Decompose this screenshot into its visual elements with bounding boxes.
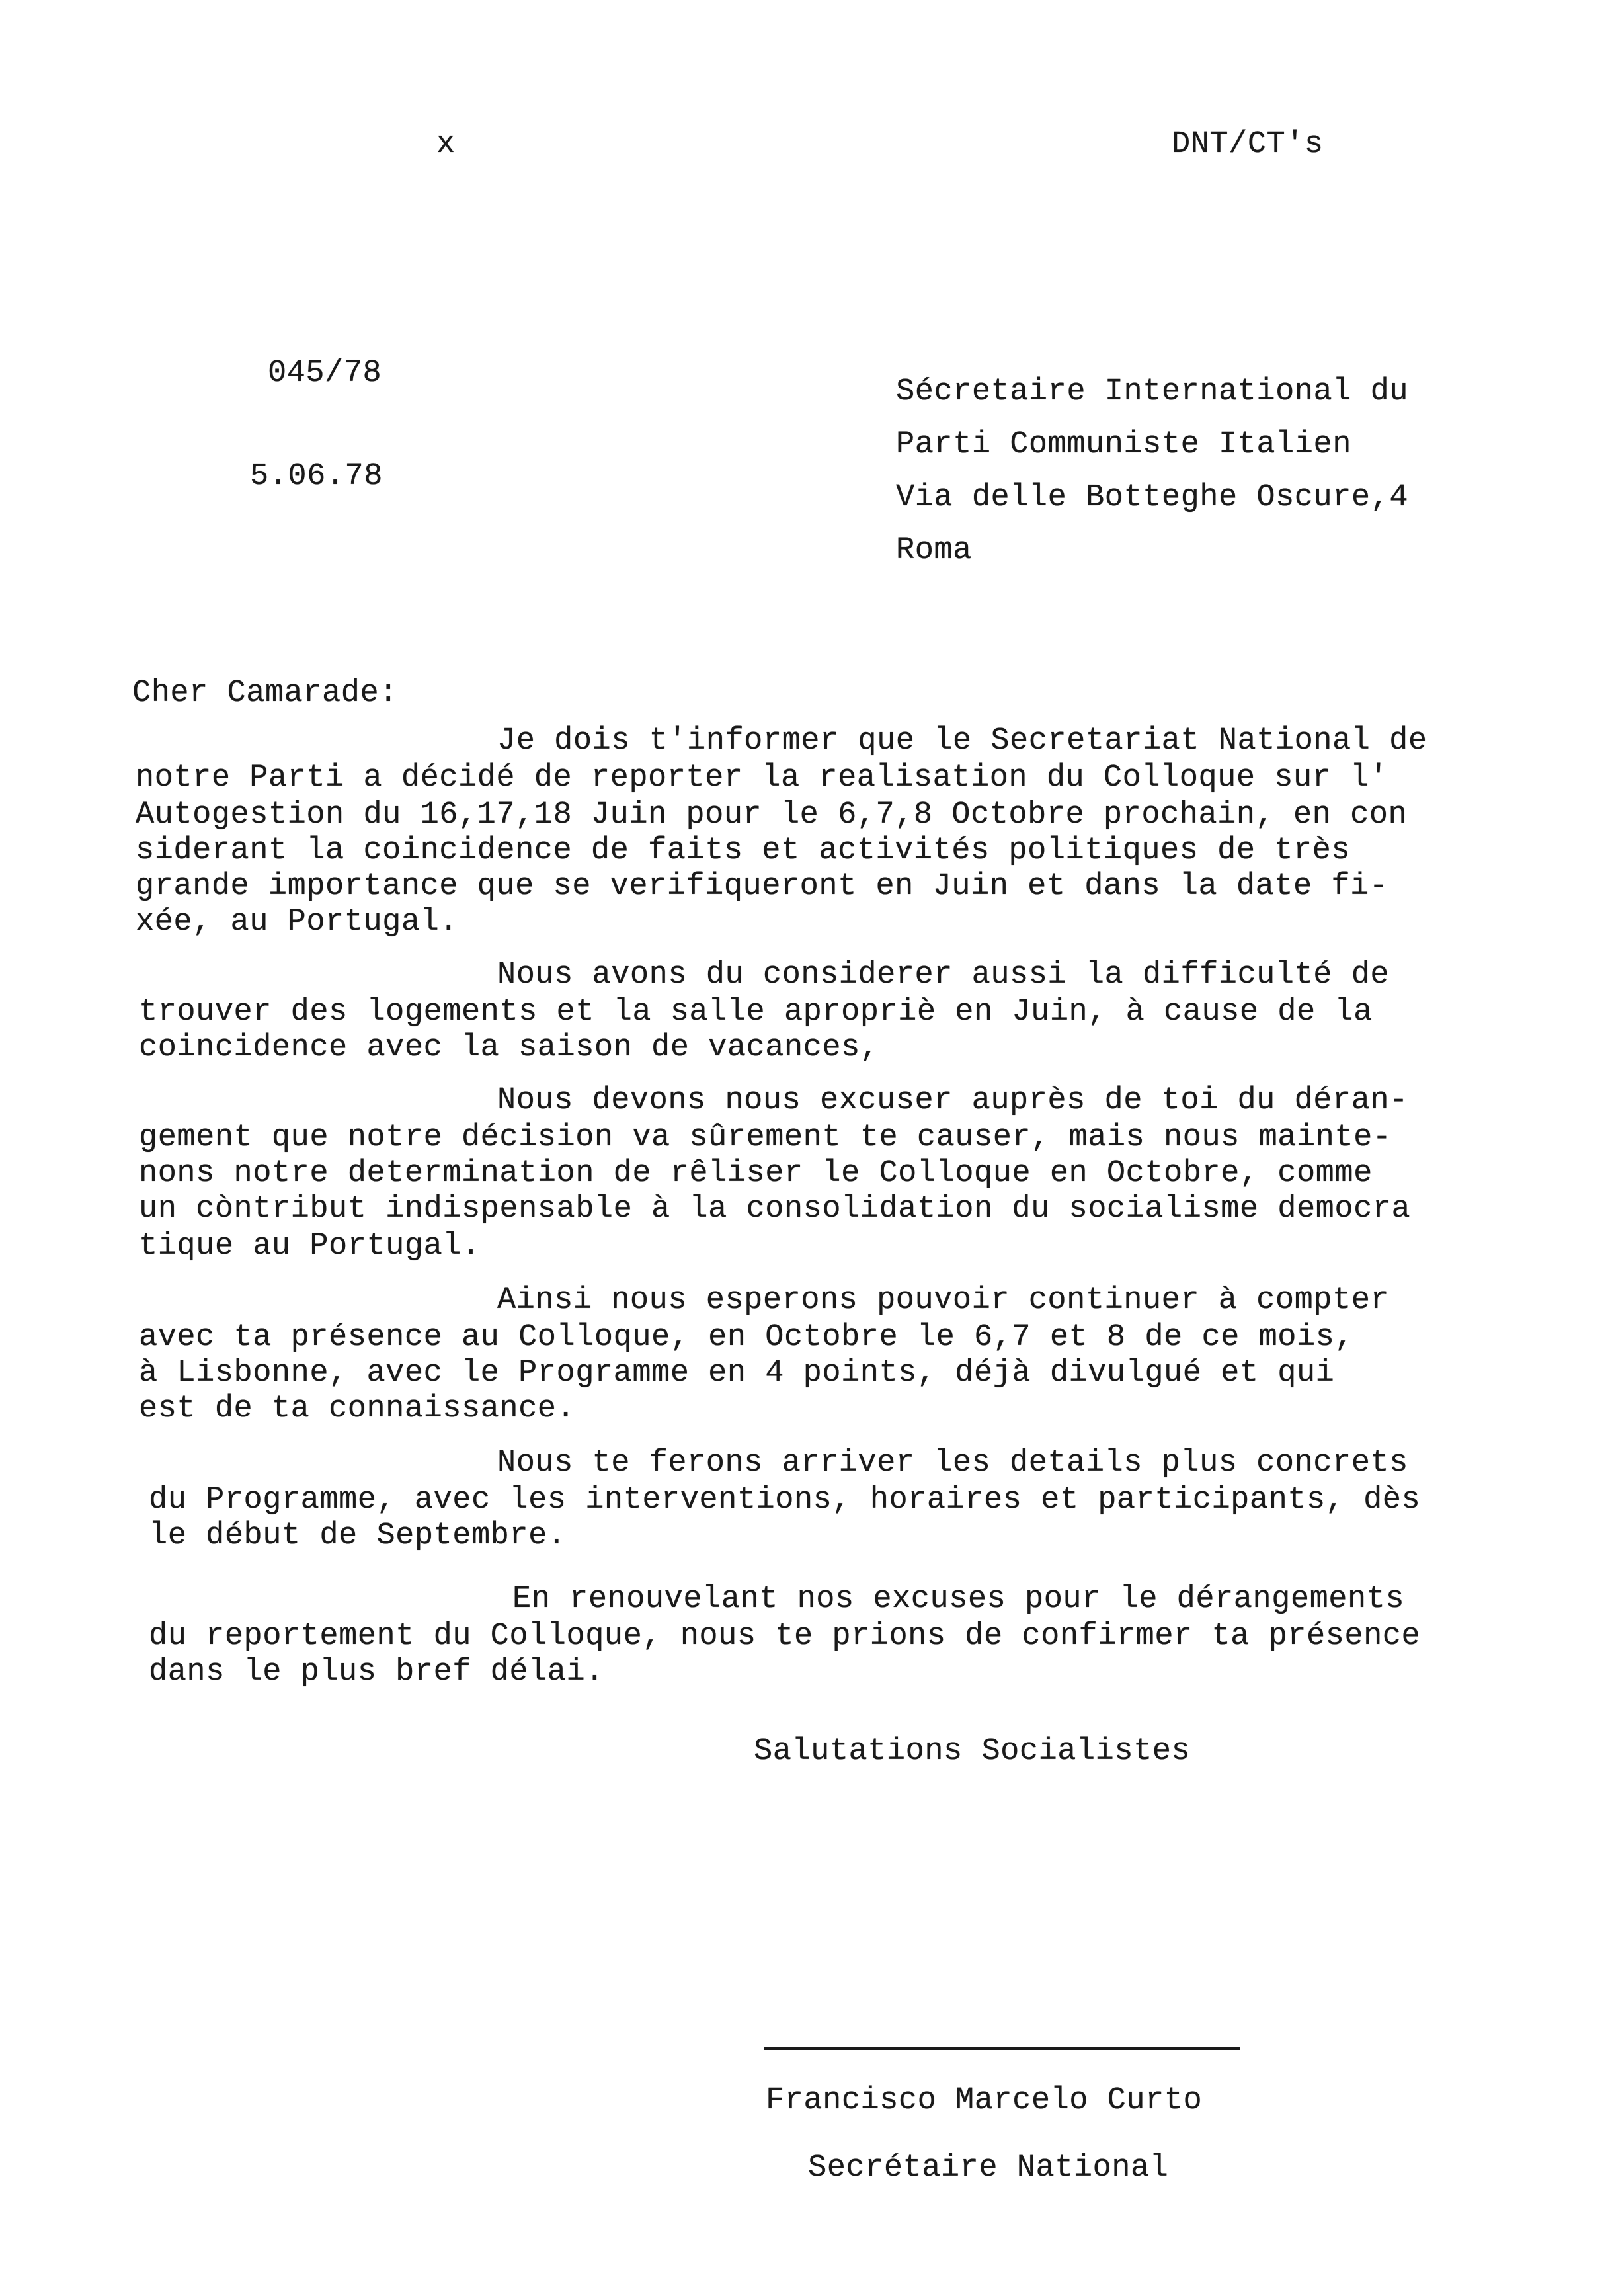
closing-salutation: Salutations Socialistes [754, 1734, 1191, 1769]
paragraph-line: nons notre determination de rêliser le Colloque en Octobre, comme [139, 1156, 1373, 1191]
recipient-line: Parti Communiste Italien [896, 427, 1351, 462]
paragraph-line: du reportement du Colloque, nous te prions de confirmer ta présence [149, 1619, 1421, 1654]
recipient-line: Roma [896, 533, 972, 568]
paragraph-line: le début de Septembre. [149, 1518, 567, 1553]
paragraph-line: coincidence avec la saison de vacances, [139, 1030, 879, 1065]
paragraph-line: dans le plus bref délai. [149, 1655, 604, 1690]
recipient-line: Via delle Botteghe Oscure,4 [896, 480, 1409, 515]
header-reference-code: DNT/CT's [1172, 127, 1324, 162]
reference-number: 045/78 [268, 356, 382, 391]
paragraph-line: est de ta connaissance. [139, 1391, 576, 1426]
paragraph-line: Nous avons du considerer aussi la difficulté de [497, 958, 1390, 993]
paragraph-line: En renouvelant nos excuses pour le dérangements [512, 1582, 1405, 1617]
paragraph-line: notre Parti a décidé de reporter la realisation du Colloque sur l' [136, 760, 1388, 796]
header-left-mark: x [436, 127, 456, 162]
paragraph-line: un còntribut indispensable à la consolidation du socialisme democra [139, 1192, 1411, 1227]
recipient-line: Sécretaire International du [896, 374, 1409, 409]
paragraph-line: Ainsi nous esperons pouvoir continuer à compter [497, 1283, 1390, 1318]
paragraph-line: avec ta présence au Colloque, en Octobre le 6,7 et 8 de ce mois, [139, 1320, 1354, 1355]
paragraph-line: Nous devons nous excuser auprès de toi du déran- [497, 1083, 1408, 1118]
signatory-name: Francisco Marcelo Curto [766, 2083, 1203, 2118]
salutation: Cher Camarade: [132, 676, 398, 711]
paragraph-line: du Programme, avec les interventions, horaires et participants, dès [149, 1483, 1421, 1518]
paragraph-line: grande importance que se verifiqueront en Juin et dans la date fi- [136, 869, 1388, 904]
paragraph-line: Autogestion du 16,17,18 Juin pour le 6,7,8 Octobre prochain, en con [136, 798, 1408, 833]
paragraph-line: trouver des logements et la salle apropriè en Juin, à cause de la [139, 995, 1373, 1030]
paragraph-line: siderant la coincidence de faits et activités politiques de très [136, 833, 1351, 868]
paragraph-line: tique au Portugal. [139, 1229, 481, 1264]
paragraph-line: Je dois t'informer que le Secretariat National de [497, 723, 1427, 758]
signature-line [764, 2047, 1240, 2050]
signatory-title: Secrétaire National [808, 2151, 1169, 2186]
paragraph-line: Nous te ferons arriver les details plus concrets [497, 1446, 1408, 1481]
paragraph-line: à Lisbonne, avec le Programme en 4 points, déjà divulgué et qui [139, 1356, 1335, 1391]
letter-date: 5.06.78 [250, 459, 383, 494]
paragraph-line: gement que notre décision va sûrement te causer, mais nous mainte- [139, 1120, 1392, 1155]
paragraph-line: xée, au Portugal. [136, 905, 458, 940]
